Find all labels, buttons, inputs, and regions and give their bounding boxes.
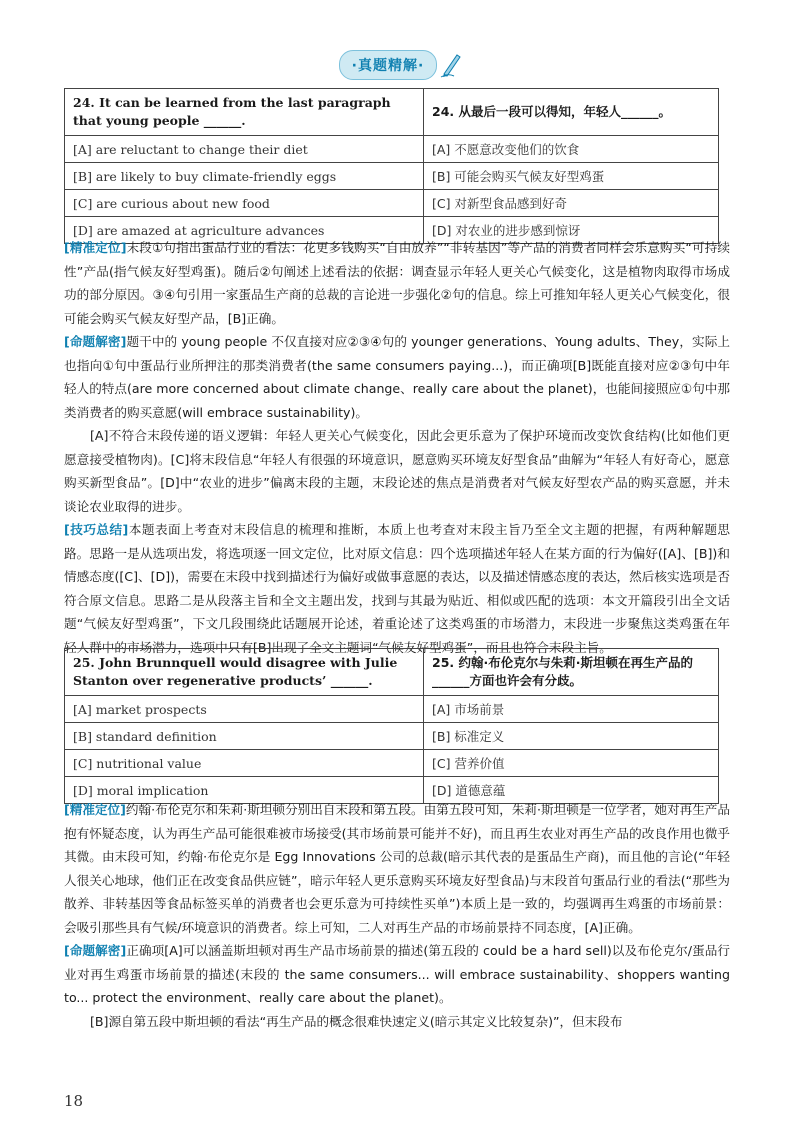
option-row (65, 750, 719, 777)
option-d-cn: [D] 对农业的进步感到惊讶 (424, 217, 719, 244)
option-d-en: [D] are amazed at agriculture advances (65, 217, 424, 244)
option-row (65, 190, 719, 217)
section-banner-title: ·真题精解· (339, 50, 438, 80)
analysis-24-locate (64, 236, 730, 330)
analysis-24-decode (64, 330, 730, 424)
analysis-25-wrong-options: [B]源自第五段中斯坦顿的看法“再生产品的概念很难快速定义(暗示其定义比较复杂)”，但末段布 (90, 1013, 623, 1029)
analysis-25 (64, 798, 730, 1033)
locate-tag: [精准定位] (64, 240, 127, 255)
question-25-table (64, 648, 719, 804)
option-c-cn: [C] 营养价值 (424, 750, 719, 777)
pen-icon (440, 52, 462, 78)
option-d-en: [D] moral implication (65, 777, 424, 804)
option-b-cn: [B] 标准定义 (424, 723, 719, 750)
decode-tag: [命题解密] (64, 943, 127, 958)
decode-text: 正确项[A]可以涵盖斯坦顿对再生产品市场前景的描述(第五段的 could be a hard sell)以及布伦克尔/蛋品行业对再生鸡蛋市场前景的描述(末段的 the same consumers... will embrace sustainability、shoppers wanting to... protect the environment、really care about the planet)。 (64, 943, 730, 1005)
locate-tag: [精准定位] (64, 802, 126, 817)
section-banner (318, 50, 458, 80)
option-a-cn: [A] 市场前景 (424, 696, 719, 723)
option-b-en: [B] are likely to buy climate-friendly eggs (65, 163, 424, 190)
option-c-cn: [C] 对新型食品感到好奇 (424, 190, 719, 217)
analysis-25-decode (64, 939, 730, 1010)
option-a-en: [A] are reluctant to change their diet (65, 136, 424, 163)
analysis-25-locate (64, 798, 730, 939)
analysis-24-wrong-options: [A]不符合末段传递的语义逻辑：年轻人更关心气候变化，因此会更乐意为了保护环境而改变饮食结构(比如他们更愿意接受植物肉)。[C]将末段信息“年轻人有很强的环境意识，愿意购买环境友好型食品”曲解为“年轻人有好奇心，愿意购买新型食品”。[D]中“农业的进步”偏离末段的主题，末段论述的焦点是消费者对气候友好型农产品的购买意愿，并未谈论农业取得的进步。 (64, 428, 730, 514)
decode-text: 题干中的 young people 不仅直接对应②③④句的 younger generations、Young adults、They，实际上也指向①句中蛋品行业所押注的那类消费者(the same consumers paying...)，而正确项[B]既能直接对应②③句中年轻人的特点(are more concerned about climate change、really care about the planet)，也能间接照应①句中那类消费者的购买意愿(will embrace sustainability)。 (64, 334, 730, 420)
question-24-table (64, 88, 719, 244)
option-c-en: [C] are curious about new food (65, 190, 424, 217)
option-row (65, 696, 719, 723)
question-24-stem-en: 24. It can be learned from the last paragraph that young people ______. (65, 89, 424, 136)
page-number: 18 (64, 1092, 84, 1110)
skill-text: 本题表面上考查对末段信息的梳理和推断，本质上也考查对末段主旨乃至全文主题的把握，有两种解题思路。思路一是从选项出发，将选项逐一回文定位，比对原文信息：四个选项描述年轻人在某方面的行为偏好([A]、[B])和情感态度([C]、[D])，需要在末段中找到描述行为偏好或做事意愿的表达，以及描述情感态度的表达，然后核实选项是否符合原文信息。思路二是从段落主旨和全文主题出发，找到与其最为贴近、相似或匹配的选项：本文开篇段引出全文话题“气候友好型鸡蛋”，下文几段围绕此话题展开论述，着重论述了这类鸡蛋的市场潜力，末段进一步聚焦这类鸡蛋在年轻人群中的市场潜力，选项中只有[B]出现了全文主题词“气候友好型鸡蛋”，而且也符合末段主旨。 (64, 522, 731, 655)
option-b-cn: [B] 可能会购买气候友好型鸡蛋 (424, 163, 719, 190)
question-24-stem-cn: 24. 从最后一段可以得知，年轻人______。 (424, 89, 719, 136)
option-c-en: [C] nutritional value (65, 750, 424, 777)
locate-text: 约翰·布伦克尔和朱莉·斯坦顿分别出自末段和第五段。由第五段可知，朱莉·斯坦顿是一位学者，她对再生产品抱有怀疑态度，认为再生产品可能很难被市场接受(其市场前景可能并不好)，而且再生农业对再生产品的改良作用也微乎其微。由末段可知，约翰·布伦克尔是 Egg Innovations 公司的总裁(暗示其代表的是蛋品生产商)，而且他的言论(“年轻人很关心地球，他们正在改变食品供应链”，暗示年轻人更乐意购买环境友好型食品)与末段首句蛋品行业的看法(“那些为散养、非转基因等食品标签买单的消费者也会更乐意为可持续性买单”)本质上是一致的，均强调再生鸡蛋的市场前景：会吸引那些具有气候/环境意识的消费者。综上可知，二人对再生产品的市场前景持不同态度，[A]正确。 (64, 802, 730, 935)
question-24-stem-row (65, 89, 719, 136)
locate-text: 末段①句指出蛋品行业的看法：花更多钱购买“自由放养”“非转基因”等产品的消费者同样会乐意购买“可持续性”产品(指气候友好型鸡蛋)。随后②句阐述上述看法的依据：调查显示年轻人更关心气候变化，这是植物肉取得市场成功的部分原因。③④句引用一家蛋品生产商的总裁的言论进一步强化②句的信息。综上可推知年轻人更关心气候变化，很可能会购买气候友好型产品，[B]正确。 (64, 240, 730, 326)
decode-tag: [命题解密] (64, 334, 127, 349)
option-a-en: [A] market prospects (65, 696, 424, 723)
question-25-stem-cn: 25. 约翰·布伦克尔与朱莉·斯坦顿在再生产品的______方面也许会有分歧。 (424, 649, 719, 696)
analysis-24-skill (64, 518, 730, 659)
option-d-cn: [D] 道德意蕴 (424, 777, 719, 804)
option-row (65, 723, 719, 750)
option-b-en: [B] standard definition (65, 723, 424, 750)
skill-tag: [技巧总结] (64, 522, 129, 537)
question-25-stem-en: 25. John Brunnquell would disagree with Julie Stanton over regenerative products’ ______. (65, 649, 424, 696)
question-25-stem-row (65, 649, 719, 696)
option-a-cn: [A] 不愿意改变他们的饮食 (424, 136, 719, 163)
analysis-24 (64, 236, 730, 659)
option-row (65, 136, 719, 163)
option-row (65, 163, 719, 190)
